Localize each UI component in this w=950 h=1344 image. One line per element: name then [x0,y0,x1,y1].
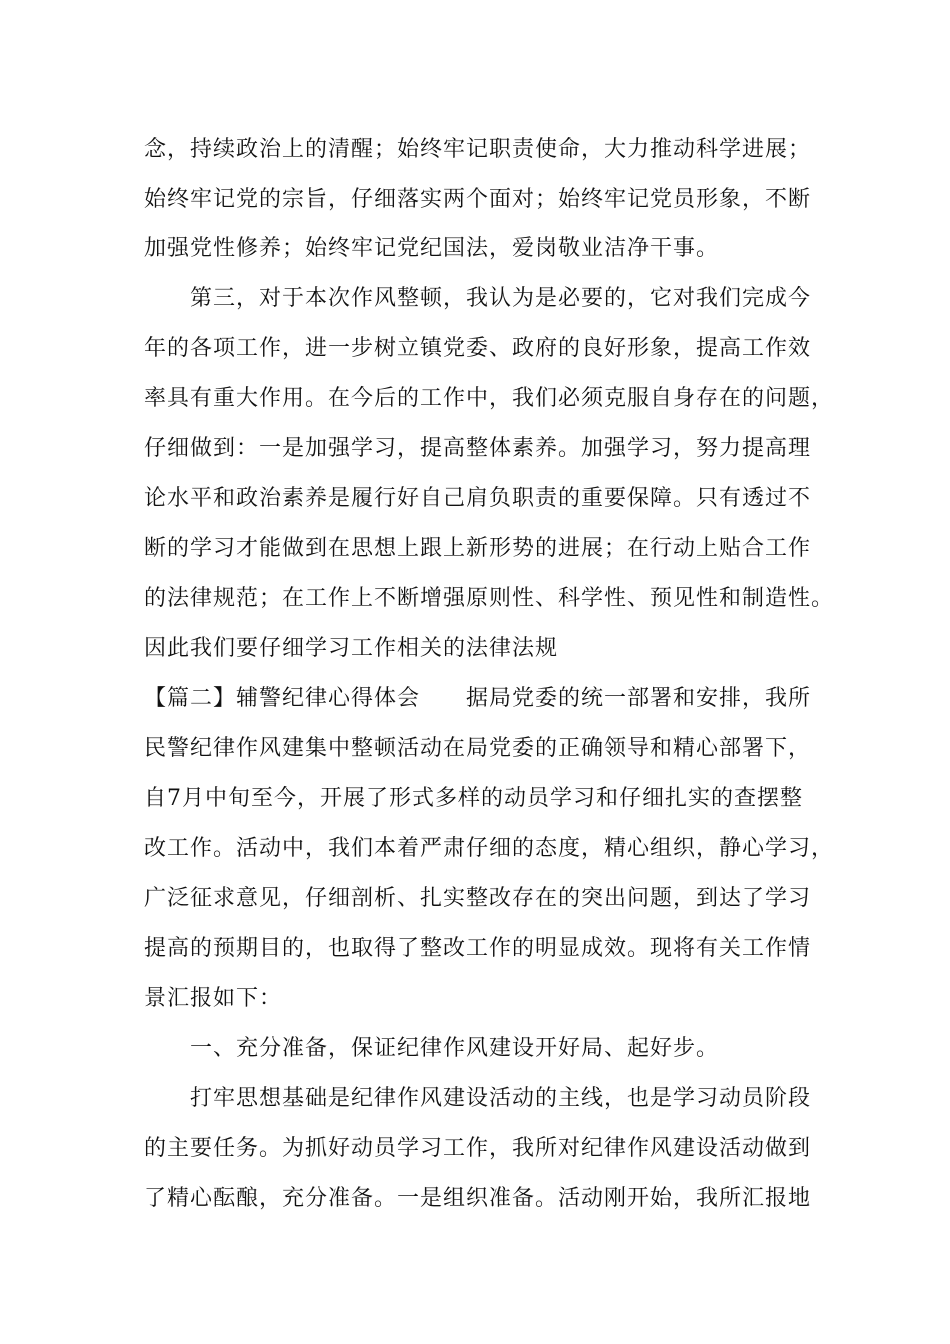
text-line: 断的学习才能做到在思想上跟上新形势的进展；在行动上贴合工作 [144,536,812,561]
text-line: 因此我们要仔细学习工作相关的法律法规 [144,636,559,661]
text-line: 论水平和政治素养是履行好自己肩负职责的重要保障。只有透过不 [144,486,812,511]
section-heading-line: 【篇二】辅警纪律心得体会 据局党委的统一部署和安排，我所 [144,686,812,711]
text-line: 改工作。活动中，我们本着严肃仔细的态度，精心组织，静心学习， [144,836,835,861]
text-line: 景汇报如下： [144,986,283,1011]
text-line: 年的各项工作，进一步树立镇党委、政府的良好形象，提高工作效 [144,336,812,361]
text-line: 仔细做到：一是加强学习，提高整体素养。加强学习，努力提高理 [144,436,812,461]
text-line: 自7月中旬至今，开展了形式多样的动员学习和仔细扎实的查摆整 [144,786,803,811]
paragraph-start-line: 第三，对于本次作风整顿，我认为是必要的，它对我们完成今 [190,286,812,311]
text-line: 率具有重大作用。在今后的工作中，我们必须克服自身存在的问题， [144,386,835,411]
text-line: 了精心酝酿，充分准备。一是组织准备。活动刚开始，我所汇报地 [144,1186,812,1211]
text-line: 民警纪律作风建集中整顿活动在局党委的正确领导和精心部署下， [144,736,812,761]
subheading-line: 一、充分准备，保证纪律作风建设开好局、起好步。 [190,1036,720,1061]
text-line: 的主要任务。为抓好动员学习工作，我所对纪律作风建设活动做到 [144,1136,812,1161]
paragraph-start-line: 打牢思想基础是纪律作风建设活动的主线，也是学习动员阶段 [190,1086,812,1111]
text-line: 始终牢记党的宗旨，仔细落实两个面对；始终牢记党员形象，不断 [144,187,812,212]
text-line: 提高的预期目的，也取得了整改工作的明显成效。现将有关工作情 [144,936,812,961]
text-line: 加强党性修养；始终牢记党纪国法，爱岗敬业洁净干事。 [144,236,720,261]
text-line: 的法律规范；在工作上不断增强原则性、科学性、预见性和制造性。 [144,586,835,611]
text-line: 念，持续政治上的清醒；始终牢记职责使命，大力推动科学进展； [144,137,812,162]
text-line: 广泛征求意见，仔细剖析、扎实整改存在的突出问题，到达了学习 [144,886,812,911]
